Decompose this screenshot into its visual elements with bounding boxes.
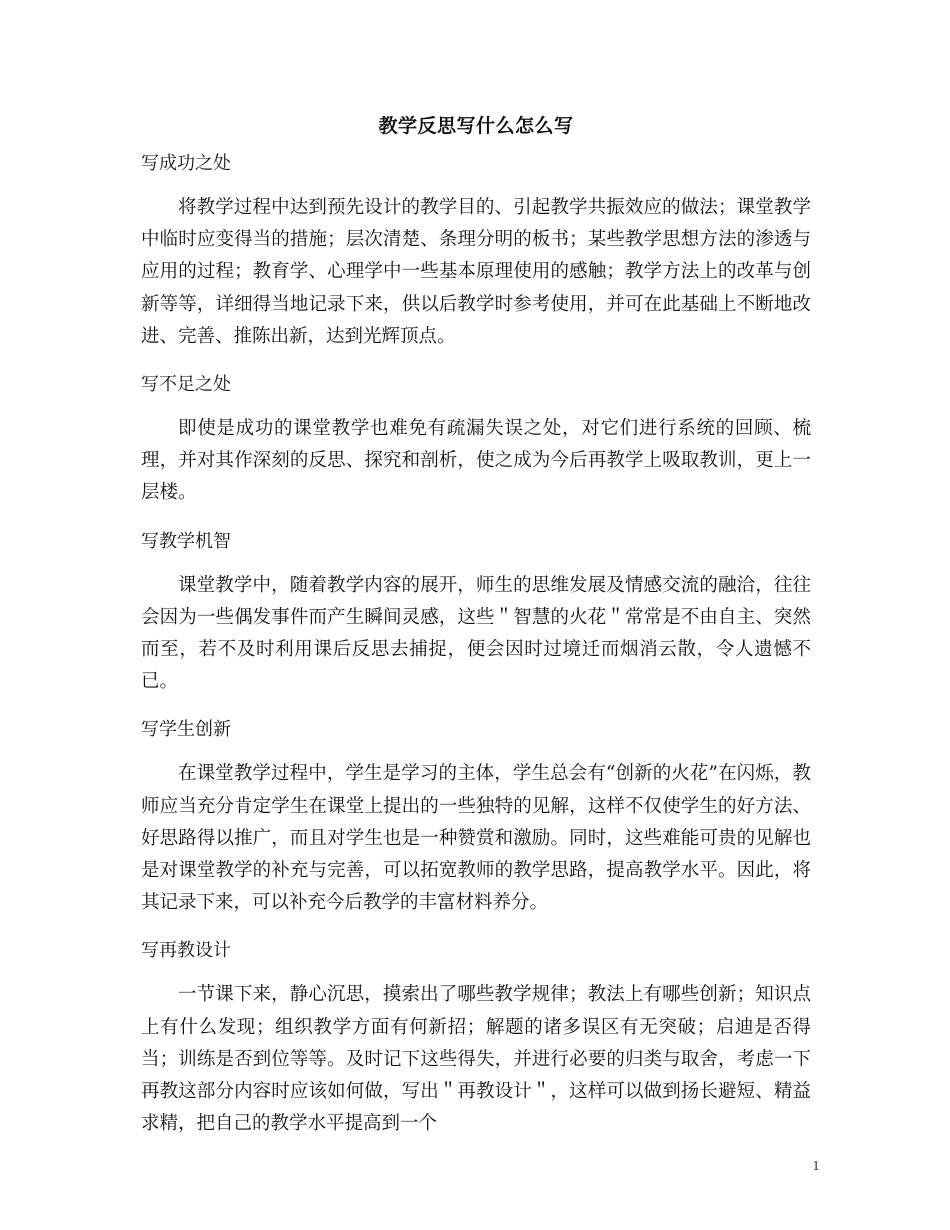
section-heading-redesign: 写再教设计 [141,940,231,962]
document-content [141,108,811,1156]
section-heading-shortcomings: 写不足之处 [141,374,231,396]
section-heading-student-innovation: 写学生创新 [141,719,231,741]
section-body-success: 将教学过程中达到预先设计的教学目的、引起教学共振效应的做法；课堂教学中临时应变得当的措施；层次清楚、条理分明的板书；某些教学思想方法的渗透与应用的过程；教育学、心理学中一些基本原理使用的感触；教学方法上的改革与创新等等，详细得当地记录下来，供以后教学时参考使用，并可在此基础上不断地改进、完善、推陈出新，达到光辉顶点。 [141,197,811,347]
section-body-shortcomings: 即使是成功的课堂教学也难免有疏漏失误之处，对它们进行系统的回顾、梳理，并对其作深刻的反思、探究和剖析，使之成为今后再教学上吸取教训，更上一层楼。 [141,418,811,504]
section-body-teaching-wit: 课堂教学中，随着教学内容的展开，师生的思维发展及情感交流的融洽，往往会因为一些偶发事件而产生瞬间灵感，这些＂智慧的火花＂常常是不由自主、突然而至，若不及时利用课后反思去捕捉，便会因时过境迁而烟消云散，令人遗憾不已。 [141,574,811,693]
section-body-student-innovation: 在课堂教学过程中，学生是学习的主体，学生总会有“创新的火花”在闪烁，教师应当充分肯定学生在课堂上提出的一些独特的见解，这样不仅使学生的好方法、好思路得以推广，而且对学生也是一种赞赏和激励。同时，这些难能可贵的见解也是对课堂教学的补充与完善，可以拓宽教师的教学思路，提高教学水平。因此，将其记录下来，可以补充今后教学的丰富材料养分。 [141,763,811,914]
section-body-redesign: 一节课下来，静心沉思，摸索出了哪些教学规律；教法上有哪些创新；知识点上有什么发现；组织教学方面有何新招；解题的诸多误区有无突破；启迪是否得当；训练是否到位等等。及时记下这些得失，并进行必要的归类与取舍，考虑一下再教这部分内容时应该如何做，写出＂再教设计＂，这样可以做到扬长避短、精益求精，把自己的教学水平提高到一个 [141,984,811,1135]
page-number: 1 [812,1159,820,1173]
document-title: 教学反思写什么怎么写 [378,115,574,137]
section-heading-success: 写成功之处 [141,153,231,174]
section-heading-teaching-wit: 写教学机智 [141,530,231,552]
